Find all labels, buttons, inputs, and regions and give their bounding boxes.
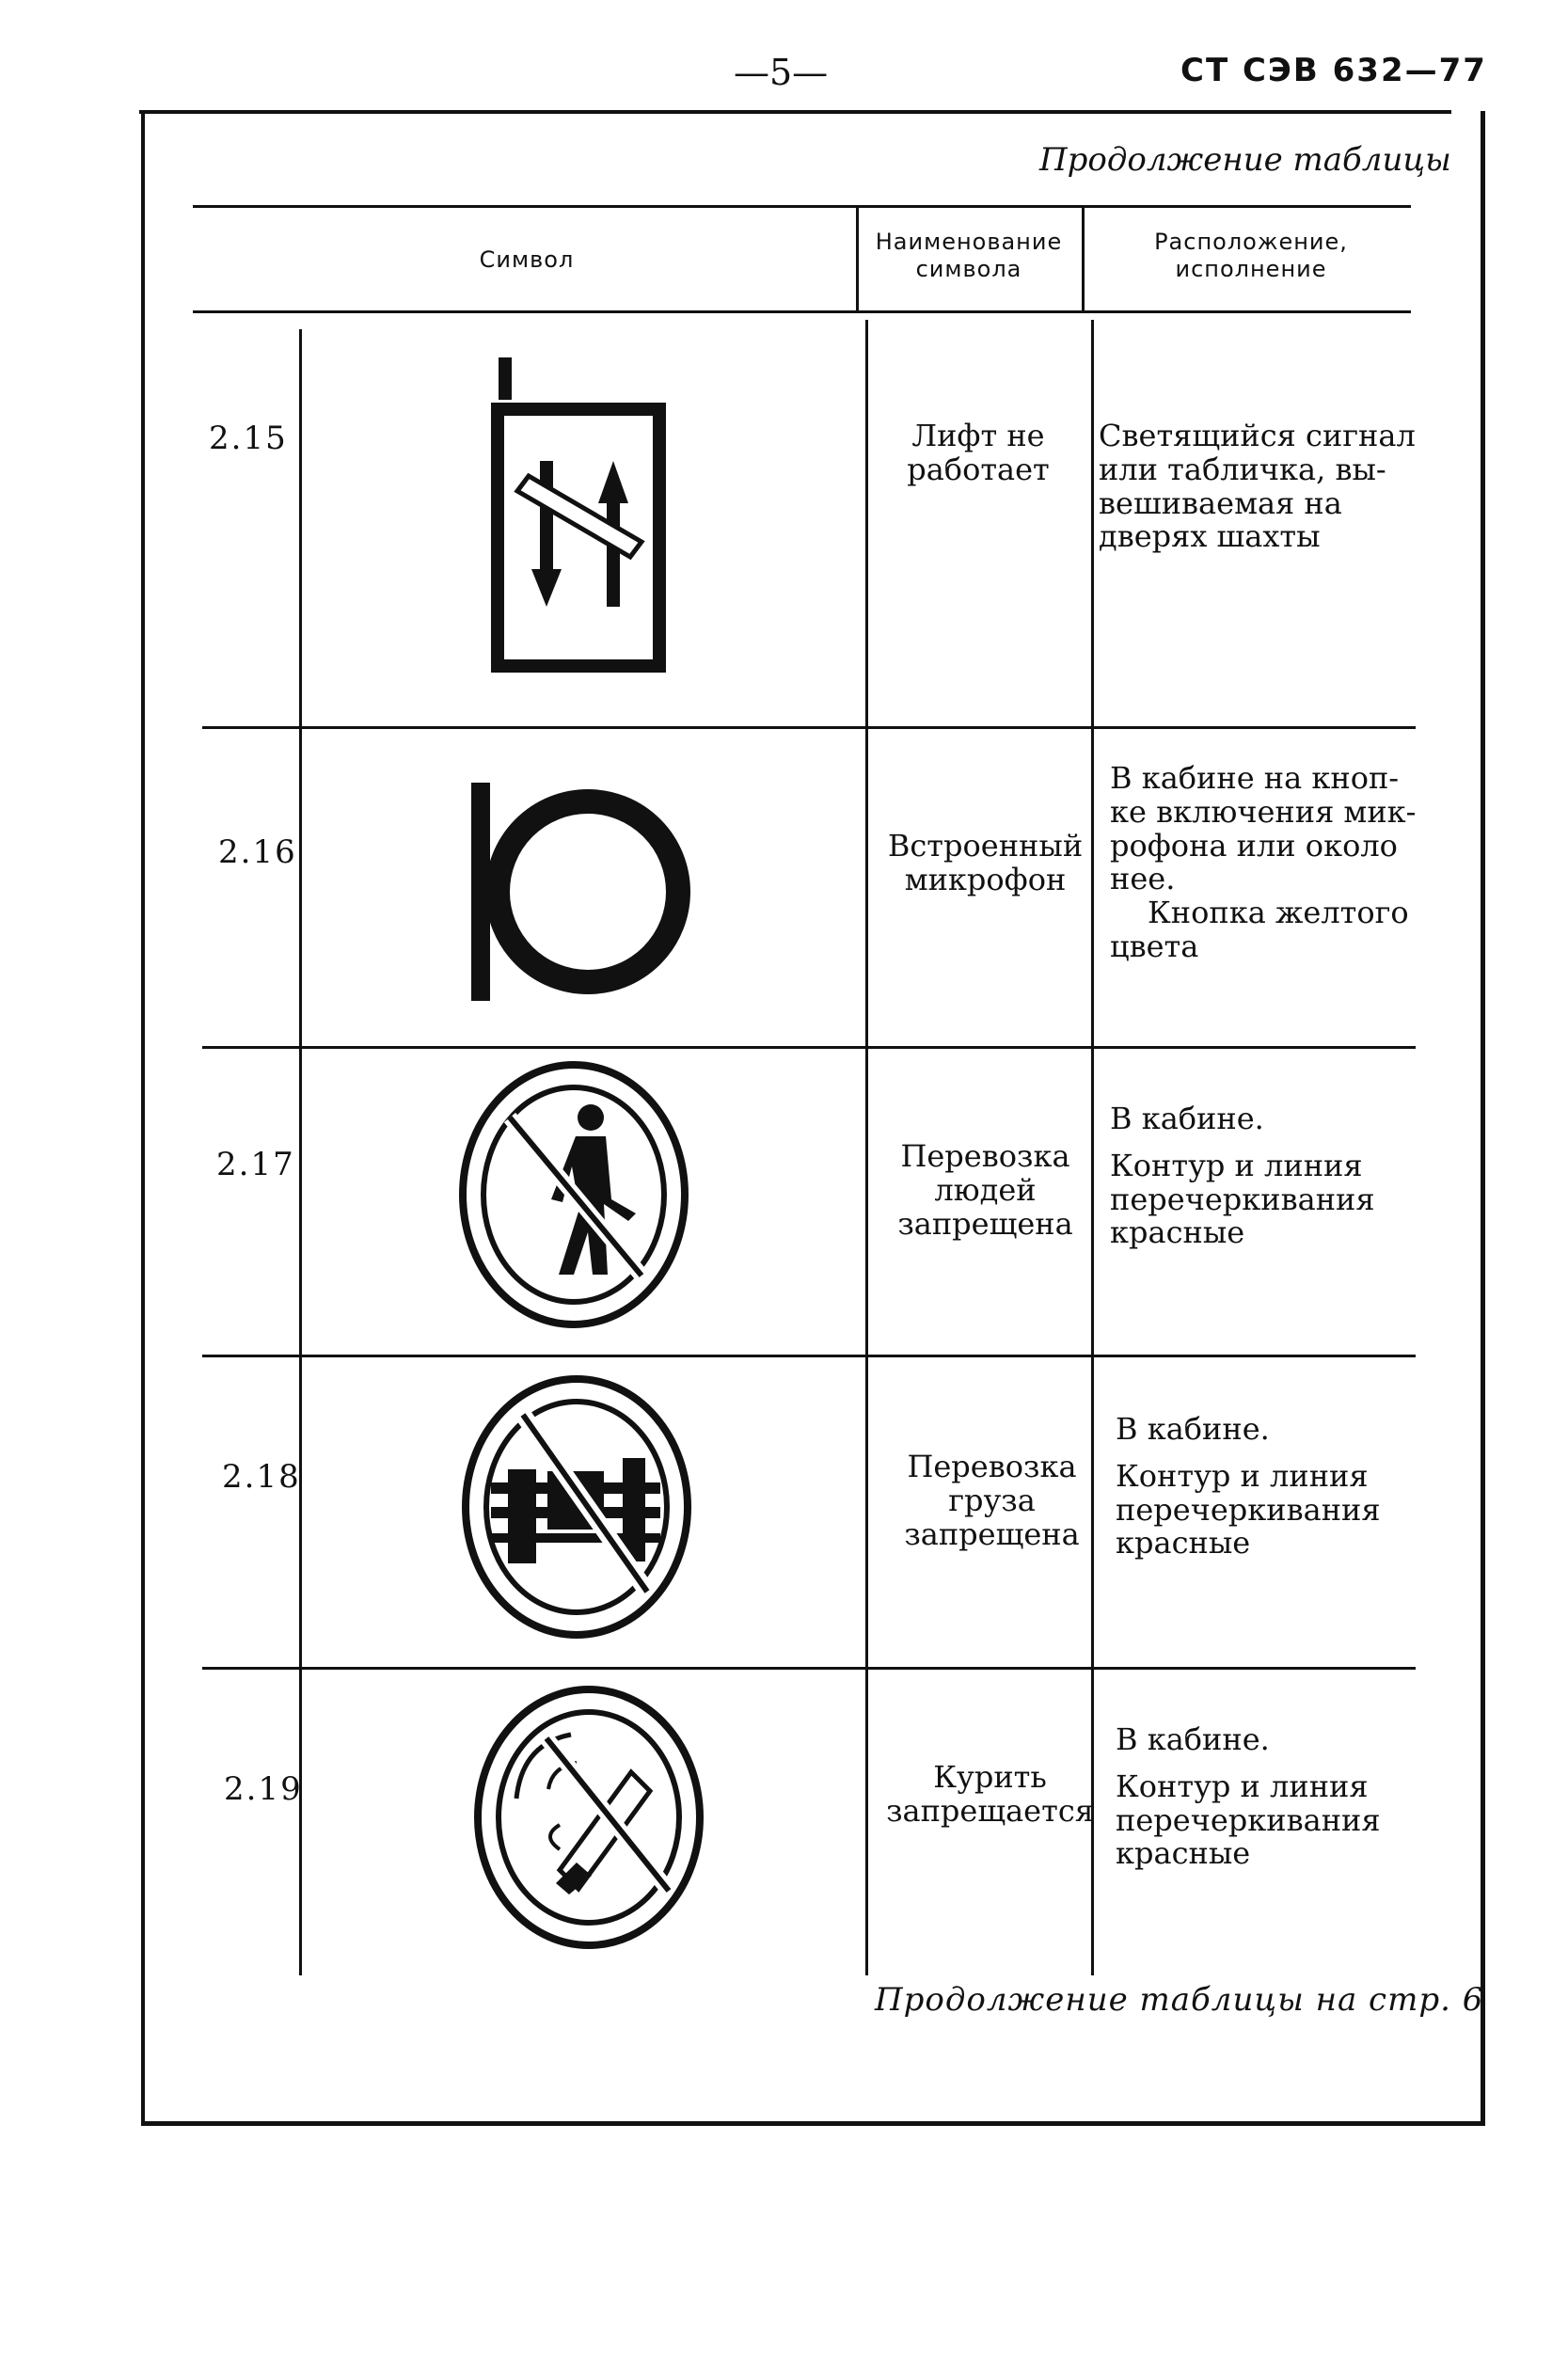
placement-line: Контур и линия перечеркивания красные xyxy=(1116,1457,1381,1562)
row-separator xyxy=(202,1355,1416,1357)
no-cargo-icon xyxy=(453,1366,700,1652)
header-divider-1 xyxy=(856,207,859,310)
header-symbol: Символ xyxy=(479,246,575,273)
symbol-name: Курить запрещается xyxy=(886,1759,1094,1829)
document-id: СТ СЭВ 632—77 xyxy=(1180,52,1487,89)
symbol-name: Перевозка людей запрещена xyxy=(897,1138,1073,1242)
no-people-icon xyxy=(451,1054,696,1340)
symbol-placement xyxy=(1099,420,1418,554)
symbol-name: Перевозка груза запрещена xyxy=(904,1449,1080,1552)
row-number: 2.16 xyxy=(218,833,297,871)
page-number: —5— xyxy=(734,52,829,93)
row-separator xyxy=(202,1667,1416,1670)
row-number: 2.15 xyxy=(209,420,288,457)
symbol-name: Встроенный микрофон xyxy=(887,828,1084,897)
row-separator xyxy=(202,1046,1416,1049)
microphone-icon xyxy=(466,781,701,1010)
placement-line: В кабине. xyxy=(1116,1721,1270,1757)
table-continued-footer: Продолжение таблицы на стр. 6 xyxy=(875,1981,1484,2019)
row-number: 2.18 xyxy=(222,1458,301,1496)
row-separator xyxy=(202,726,1416,729)
placement-line: Контур и линия перечеркивания красные xyxy=(1116,1768,1381,1872)
header-bottom-rule xyxy=(193,310,1411,313)
symbol-name: Лифт не работает xyxy=(907,418,1050,487)
placement-line: В кабине. xyxy=(1110,1101,1264,1136)
symbol-placement xyxy=(1116,1413,1426,1561)
symbol-placement xyxy=(1116,1723,1426,1871)
row-number: 2.17 xyxy=(216,1146,295,1183)
column-rule-placement xyxy=(1091,320,1094,1975)
symbol-placement xyxy=(1110,1102,1420,1250)
symbol-placement xyxy=(1110,762,1430,964)
column-rule-name xyxy=(865,320,868,1975)
header-placement: Расположение, исполнение xyxy=(1154,229,1348,282)
header-divider-2 xyxy=(1082,207,1085,310)
table-continued-label: Продолжение таблицы xyxy=(1039,141,1451,179)
no-smoking-icon xyxy=(466,1676,712,1962)
placement-line: Контур и линия перечеркивания красные xyxy=(1110,1147,1375,1251)
placement-line: В кабине на кноп-ке включения мик-рофона или около нее. xyxy=(1110,760,1417,897)
header-name: Наименование символа xyxy=(875,229,1063,282)
lift-out-of-order-icon xyxy=(461,357,687,681)
column-rule-num xyxy=(299,329,302,1975)
header-top-rule xyxy=(193,205,1411,208)
placement-line: Светящийся сигнал или табличка, вы-вешиваемая на дверях шахты xyxy=(1099,418,1416,555)
placement-line: В кабине. xyxy=(1116,1411,1270,1447)
row-number: 2.19 xyxy=(224,1770,303,1808)
placement-line: Кнопка желтого цвета xyxy=(1110,895,1409,965)
